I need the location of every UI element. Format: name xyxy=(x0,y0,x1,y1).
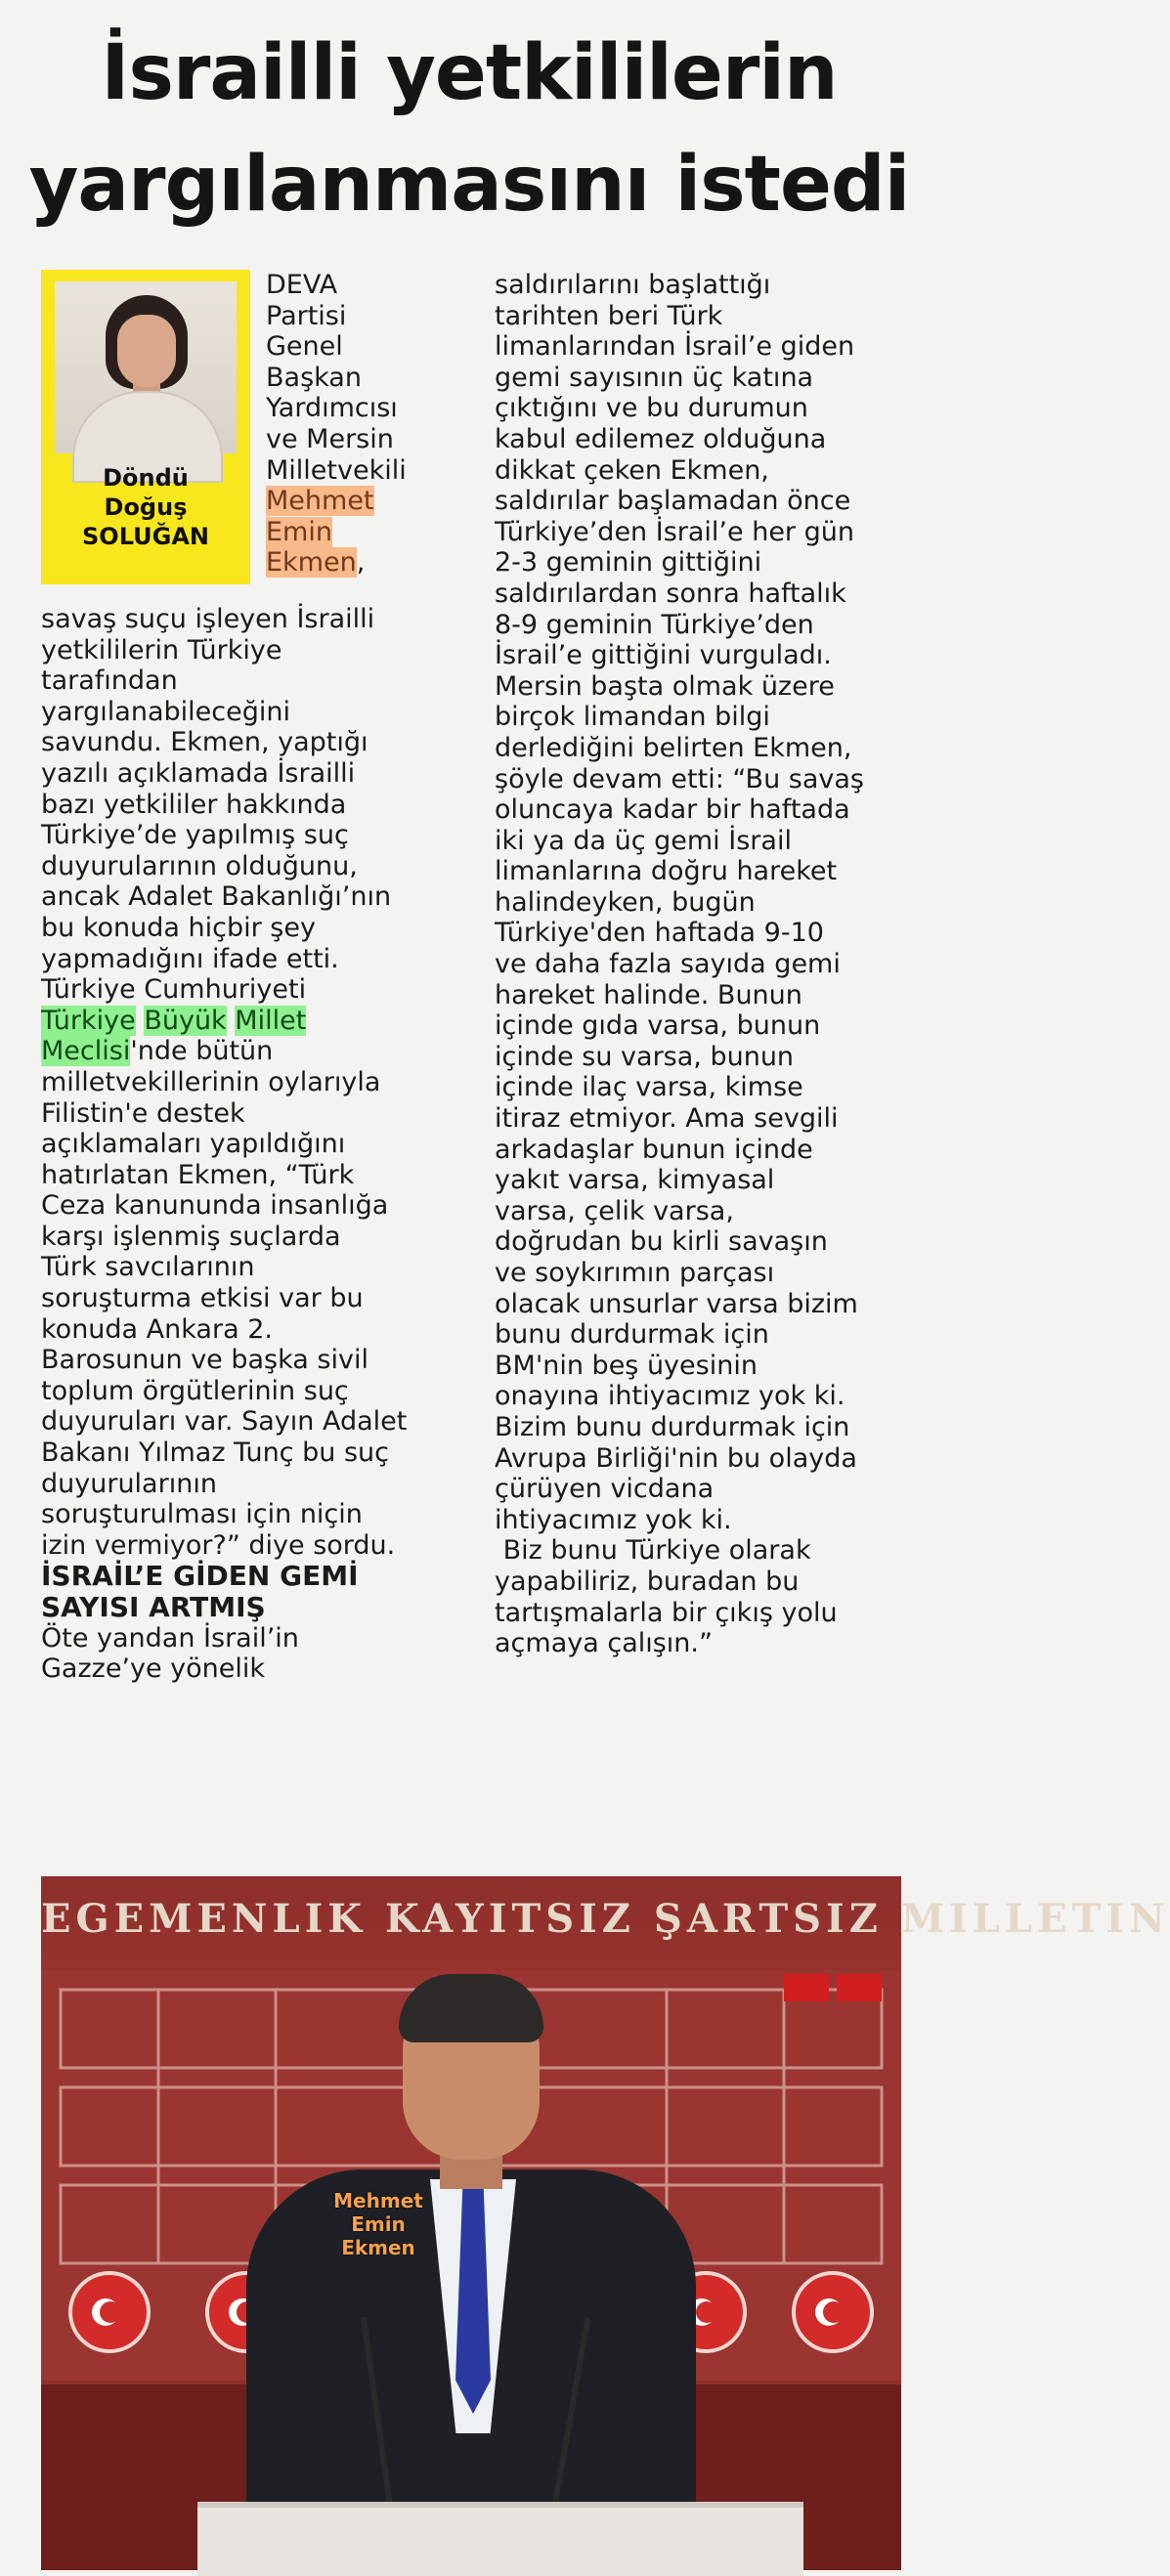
text-line: yetkililerin Türkiye xyxy=(41,634,282,665)
speaker-photo xyxy=(41,1876,1170,2570)
text-line: bu konuda hiçbir şey xyxy=(41,912,316,943)
text-line: halindeyken, bugün xyxy=(495,886,756,918)
text-line: olacak unsurlar varsa bizim xyxy=(495,1288,858,1319)
author-name-line: SOLUĞAN xyxy=(82,523,209,550)
text-line: soruşturulması için niçin xyxy=(41,1499,363,1530)
text-line: soruşturma etkisi var bu xyxy=(41,1283,364,1314)
text-line: Yardımcısı xyxy=(266,393,398,424)
text-line: Milletvekili xyxy=(266,454,407,486)
text-line: derlediğini belirten Ekmen, xyxy=(495,732,852,763)
text-line: Genel xyxy=(266,331,343,363)
tbmm-highlight: Türkiye xyxy=(41,1005,136,1036)
column1-top: DEVA Partisi Genel Başkan Yardımcısı ve Mersin Milletvekili Mehmet Emin Ekmen, xyxy=(266,270,407,579)
text-line: açmaya çalışın.” xyxy=(495,1628,713,1659)
subheading-line: İSRAİL’E GİDEN GEMİ xyxy=(41,1560,359,1593)
tbmm-highlight: Büyük xyxy=(144,1005,227,1036)
text-line: BM'nin beş üyesinin xyxy=(495,1350,758,1381)
text-line: dikkat çeken Ekmen, xyxy=(495,454,769,486)
text-line: saldırılardan sonra haftalık xyxy=(495,578,846,609)
text-line: duyurularının xyxy=(41,1468,217,1499)
text-line: toplum örgütlerinin suç xyxy=(41,1375,349,1406)
text-line: oluncaya kadar bir haftada xyxy=(495,794,850,826)
text-line: Türkiye'den haftada 9-10 xyxy=(495,918,824,949)
text-line: İsrail’e gittiğini vurguladı. xyxy=(495,640,832,671)
text-line: ve daha fazla sayıda gemi xyxy=(495,949,841,980)
text-line: tartışmalarla bir çıkış yolu xyxy=(495,1597,838,1628)
text-line: çürüyen vicdana xyxy=(495,1474,715,1505)
tbmm-highlight: Meclisi xyxy=(41,1036,131,1067)
author-box xyxy=(41,270,250,584)
author-photo xyxy=(55,281,237,453)
text-line: Bakanı Yılmaz Tunç bu suç xyxy=(41,1438,389,1469)
text-line: yapabiliriz, buradan bu xyxy=(495,1566,800,1597)
text-line: savundu. Ekmen, yaptığı xyxy=(41,727,368,758)
text-line: Türk savcılarının xyxy=(41,1252,255,1283)
text-line: Başkan xyxy=(266,362,362,393)
text-line: Partisi xyxy=(266,300,347,331)
text-line: 8-9 geminin Türkiye’den xyxy=(495,609,814,640)
text-line: Gazze’ye yönelik xyxy=(41,1653,266,1685)
tbmm-highlight: Millet xyxy=(235,1005,307,1036)
text-line: gemi sayısının üç katına xyxy=(495,362,814,393)
text-line: ancak Adalet Bakanlığı’nın xyxy=(41,881,392,913)
text-line: şöyle devam etti: “Bu savaş xyxy=(495,763,864,794)
text-line: tarafından xyxy=(41,665,178,697)
text-line: Avrupa Birliği'nin bu olayda xyxy=(495,1442,857,1474)
person-name-highlight: Ekmen xyxy=(266,547,357,579)
text-line: ve Mersin xyxy=(266,423,394,454)
author-name xyxy=(41,463,250,551)
headline-line-1: İsrailli yetkililerin xyxy=(101,29,838,117)
text-line: yapmadığını ifade etti. xyxy=(41,943,339,974)
text-line: içinde ilaç varsa, kimse xyxy=(495,1072,803,1103)
tbmm-suffix: 'nde bütün xyxy=(130,1036,274,1067)
text-line: saldırılar başlamadan önce xyxy=(495,486,851,517)
text-line: limanlarına doğru hareket xyxy=(495,856,838,887)
text-line: Türkiye’den İsrail’e her gün xyxy=(495,516,854,547)
text-line: arkadaşlar bunun içinde xyxy=(495,1134,813,1165)
text-line: milletvekillerinin oylarıyla xyxy=(41,1066,381,1097)
parliament-motto: EGEMENLIK KAYITSIZ ŞARTSIZ MILLETIN xyxy=(41,1896,1170,1942)
headline xyxy=(0,18,938,240)
photo-caption-line: Emin xyxy=(351,2212,406,2236)
text-line: hareket halinde. Bunun xyxy=(495,979,802,1010)
text-line: DEVA xyxy=(266,270,338,300)
text-line: içinde gıda varsa, bunun xyxy=(495,1010,821,1042)
text-line: Filistin'e destek xyxy=(41,1097,245,1129)
photo-caption-line: Mehmet xyxy=(333,2189,423,2212)
headline-line-2: yargılanmasını istedi xyxy=(28,141,910,229)
column2 xyxy=(495,270,864,1659)
text-line: açıklamaları yapıldığını xyxy=(41,1129,346,1160)
podium xyxy=(197,2502,803,2576)
photo-caption-tag xyxy=(325,2189,432,2259)
text-line: bazı yetkililer hakkında xyxy=(41,789,347,820)
tbmm-line xyxy=(41,1006,407,1037)
text-line: Barosunun ve başka sivil xyxy=(41,1345,368,1376)
author-name-line: Döndü xyxy=(103,464,189,492)
text-line: saldırılarını başlattığı xyxy=(495,270,771,300)
text-line: onayına ihtiyacımız yok ki. xyxy=(495,1381,845,1412)
text-line: karşı işlenmiş suçlarda xyxy=(41,1221,341,1252)
text-line: yargılanabileceğini xyxy=(41,696,290,727)
subheading-line: SAYISI ARTMIŞ xyxy=(41,1591,266,1623)
text-line: Bizim bunu durdurmak için xyxy=(495,1411,850,1442)
tbmm-line xyxy=(41,1036,407,1067)
text-line: duyurularının olduğunu, xyxy=(41,850,358,881)
text-line: Mersin başta olmak üzere xyxy=(495,670,835,702)
text-line: Biz bunu Türkiye olarak xyxy=(495,1535,811,1567)
text-line: Türkiye Cumhuriyeti xyxy=(41,974,307,1006)
person-name-highlight: Emin xyxy=(266,516,332,547)
text-line: kabul edilemez olduğuna xyxy=(495,423,827,454)
text-line: birçok limandan bilgi xyxy=(495,702,770,733)
text-line: ihtiyacımız yok ki. xyxy=(495,1504,732,1535)
text-line: ve soykırımın parçası xyxy=(495,1258,775,1288)
text-line: savaş suçu işleyen İsrailli xyxy=(41,604,375,634)
text-line: yakıt varsa, kimyasal xyxy=(495,1165,775,1196)
text-line: 2-3 geminin gittiğini xyxy=(495,547,762,579)
text-line: içinde su varsa, bunun xyxy=(495,1041,795,1072)
text-line: çıktığını ve bu durumun xyxy=(495,393,808,424)
text-line: tarihten beri Türk xyxy=(495,300,723,331)
text-line: Türkiye’de yapılmış suç xyxy=(41,820,349,851)
text-line: izin vermiyor?” diye sordu. xyxy=(41,1529,396,1561)
photo-caption-line: Ekmen xyxy=(341,2236,415,2259)
text-line: hatırlatan Ekmen, “Türk xyxy=(41,1159,355,1190)
column1-body xyxy=(41,604,407,1685)
text-line: iki ya da üç gemi İsrail xyxy=(495,825,792,856)
text-line: duyuruları var. Sayın Adalet xyxy=(41,1406,408,1438)
text-line: Öte yandan İsrail’in xyxy=(41,1622,299,1653)
text-line: limanlarından İsrail’e giden xyxy=(495,331,855,363)
text-line: Ceza kanununda insanlığa xyxy=(41,1190,389,1222)
text-line: konuda Ankara 2. xyxy=(41,1313,273,1345)
text-line: varsa, çelik varsa, xyxy=(495,1195,734,1226)
text-line: itiraz etmiyor. Ama sevgili xyxy=(495,1103,839,1135)
author-name-line: Doğuş xyxy=(104,494,188,521)
text-line: bunu durdurmak için xyxy=(495,1319,769,1351)
text-line: yazılı açıklamada İsrailli xyxy=(41,757,356,789)
text-line: doğrudan bu kirli savaşın xyxy=(495,1226,828,1258)
person-name-highlight: Mehmet xyxy=(266,486,374,517)
